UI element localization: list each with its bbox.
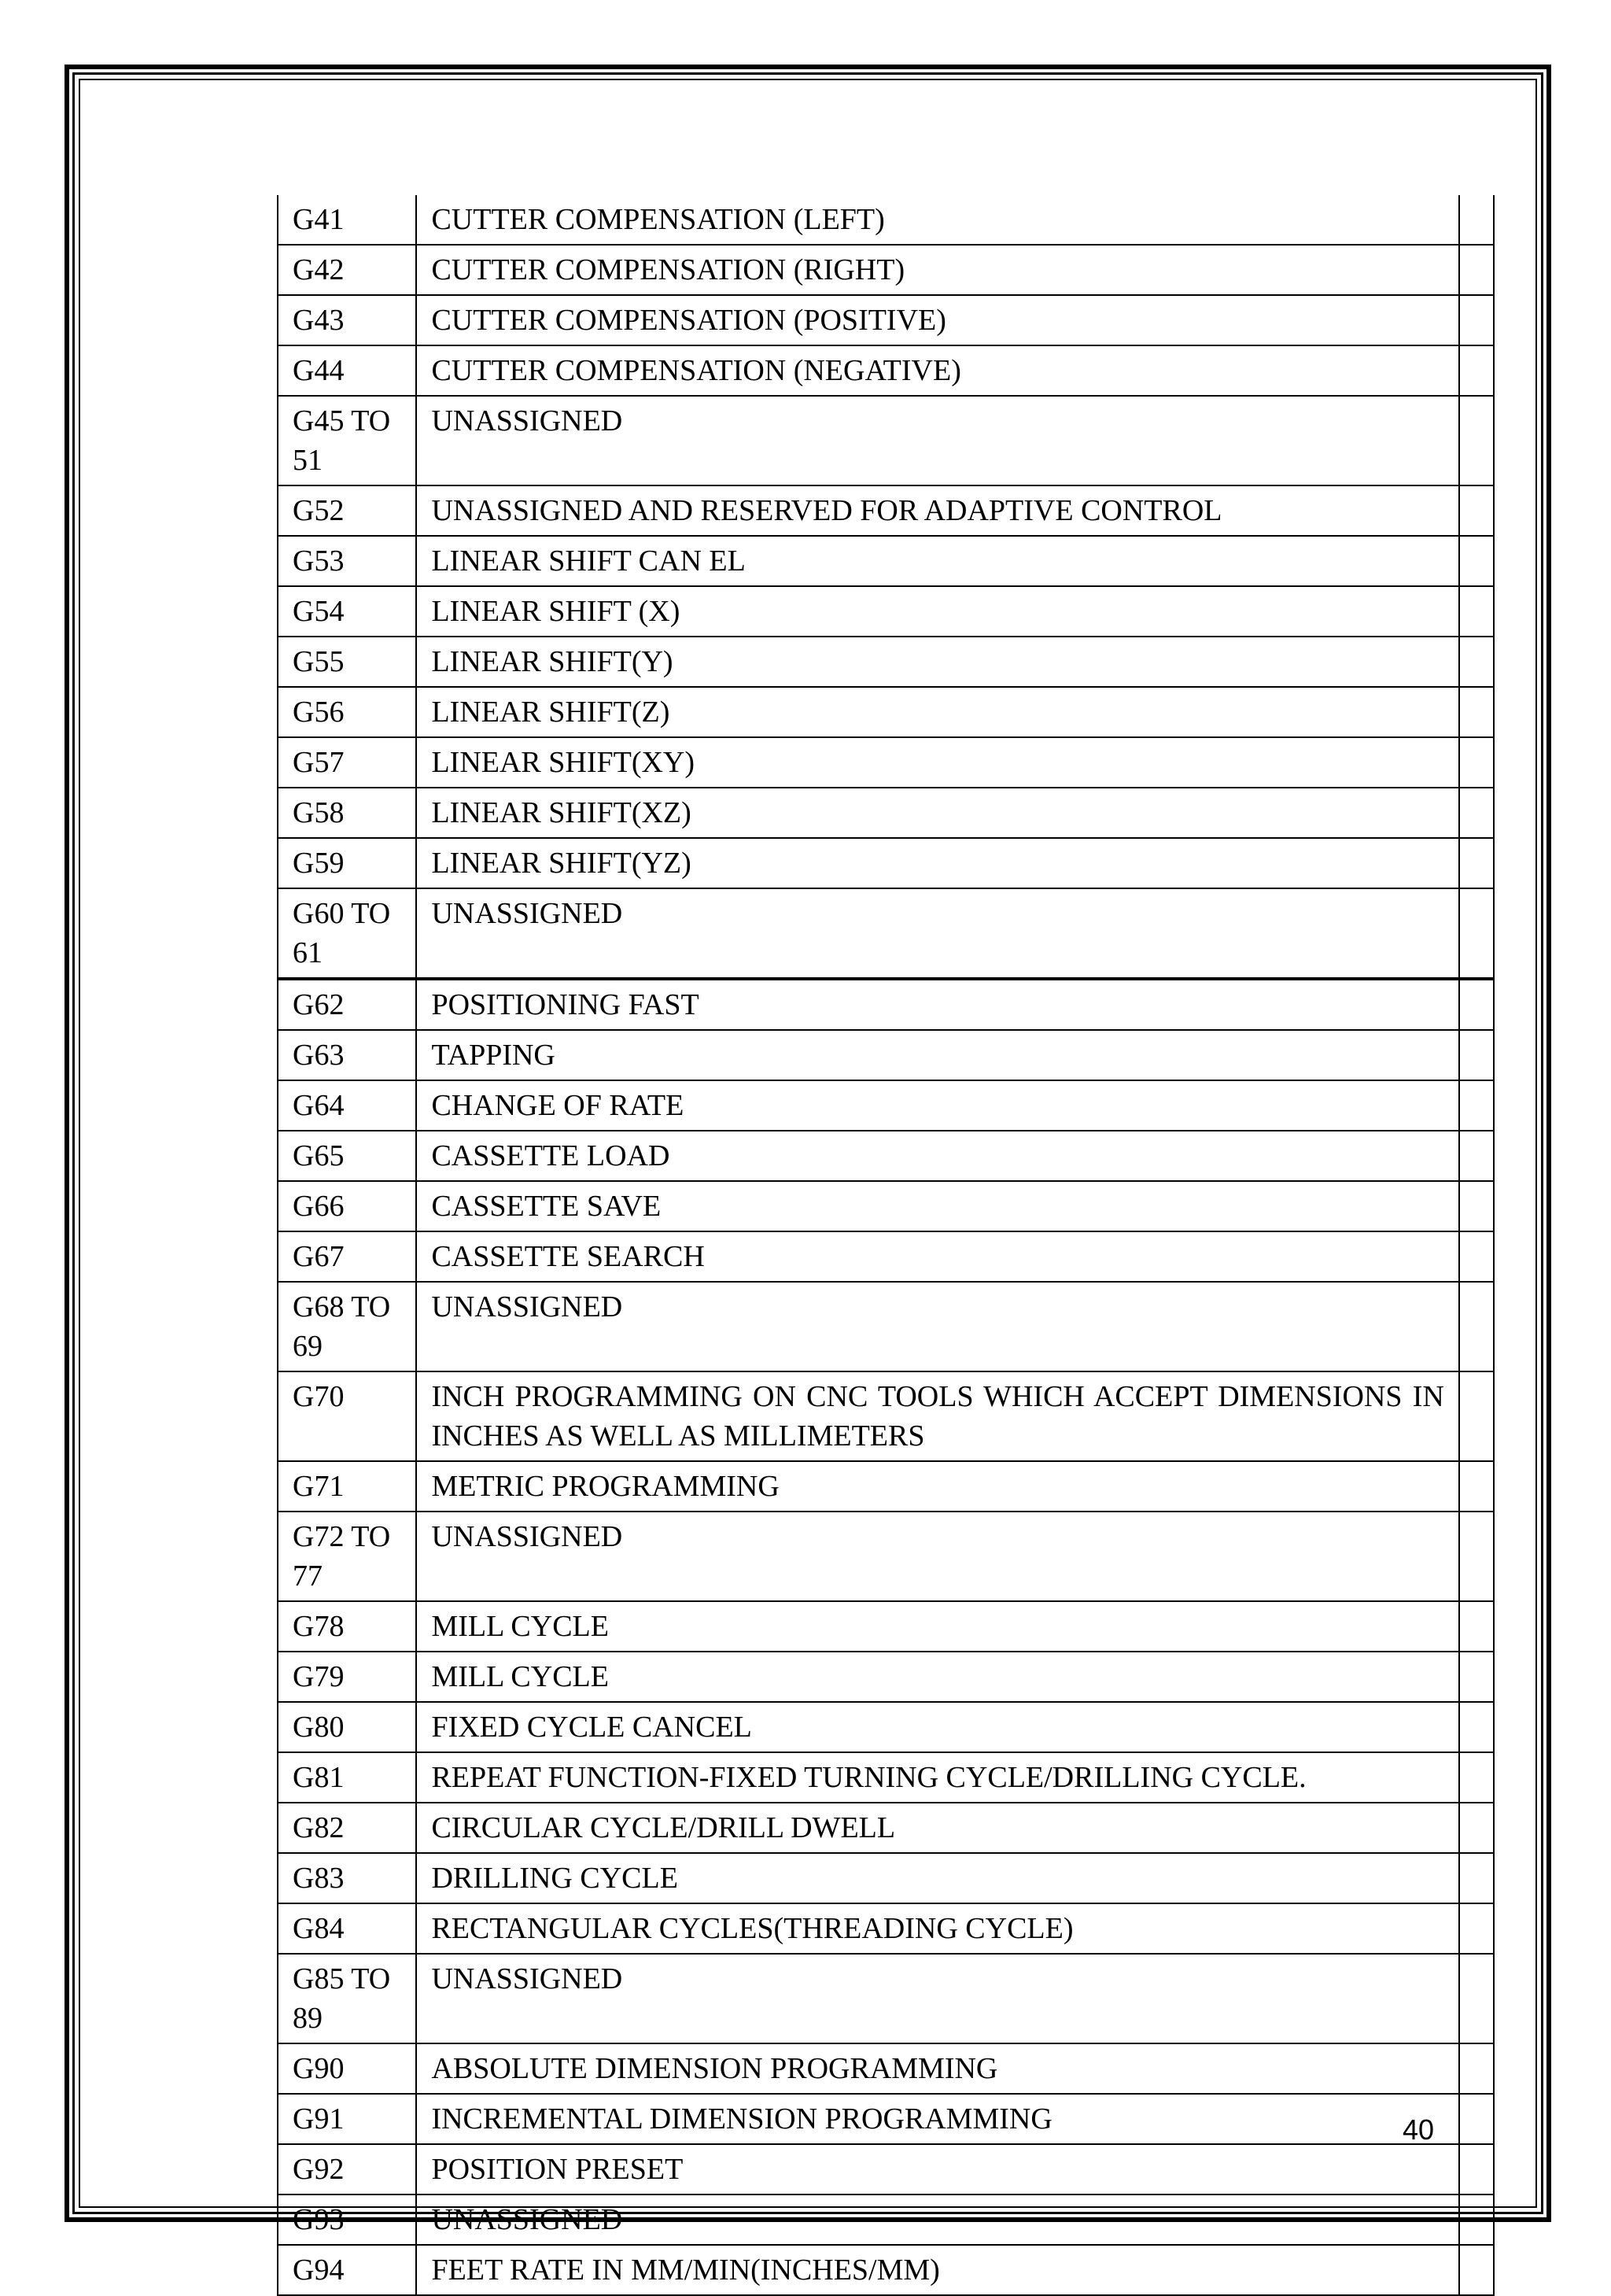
gcode-cell: G94	[278, 2245, 416, 2295]
description-cell: POSITIONING FAST	[416, 979, 1458, 1030]
gcode-cell: G65	[278, 1131, 416, 1181]
empty-cell	[1459, 838, 1494, 888]
table-row	[278, 838, 1494, 888]
gcode-cell: G53	[278, 536, 416, 586]
empty-cell	[1459, 2245, 1494, 2295]
table-row	[278, 1853, 1494, 1903]
empty-cell	[1459, 1903, 1494, 1954]
description-cell: POSITION PRESET	[416, 2144, 1458, 2194]
table-row	[278, 737, 1494, 788]
gcode-table	[277, 195, 1495, 2296]
description-cell: DRILLING CYCLE	[416, 1853, 1458, 1903]
gcode-cell: G62	[278, 979, 416, 1030]
table-row	[278, 1652, 1494, 1702]
empty-cell	[1459, 1803, 1494, 1853]
empty-cell	[1459, 245, 1494, 295]
description-cell: CHANGE OF RATE	[416, 1080, 1458, 1131]
gcode-cell: G90	[278, 2043, 416, 2094]
empty-cell	[1459, 1371, 1494, 1461]
empty-cell	[1459, 687, 1494, 737]
empty-cell	[1459, 1702, 1494, 1752]
gcode-cell: G41	[278, 195, 416, 245]
empty-cell	[1459, 1752, 1494, 1803]
gcode-cell: G70	[278, 1371, 416, 1461]
gcode-cell: G54	[278, 586, 416, 637]
description-cell: LINEAR SHIFT(Y)	[416, 637, 1458, 687]
table-row	[278, 1903, 1494, 1954]
description-cell: MILL CYCLE	[416, 1652, 1458, 1702]
empty-cell	[1459, 1601, 1494, 1652]
empty-cell	[1459, 1853, 1494, 1903]
gcode-cell: G64	[278, 1080, 416, 1131]
description-cell: UNASSIGNED	[416, 1512, 1458, 1601]
table-row	[278, 1030, 1494, 1080]
description-cell: REPEAT FUNCTION-FIXED TURNING CYCLE/DRILLING CYCLE.	[416, 1752, 1458, 1803]
table-row	[278, 396, 1494, 485]
description-cell: FIXED CYCLE CANCEL	[416, 1702, 1458, 1752]
empty-cell	[1459, 2144, 1494, 2194]
description-cell: ABSOLUTE DIMENSION PROGRAMMING	[416, 2043, 1458, 2094]
page-number: 40	[1402, 2113, 1435, 2146]
description-cell: CUTTER COMPENSATION (RIGHT)	[416, 245, 1458, 295]
description-cell: LINEAR SHIFT CAN EL	[416, 536, 1458, 586]
gcode-cell: G67	[278, 1231, 416, 1282]
gcode-cell: G81	[278, 1752, 416, 1803]
empty-cell	[1459, 888, 1494, 979]
empty-cell	[1459, 1652, 1494, 1702]
description-cell: RECTANGULAR CYCLES(THREADING CYCLE)	[416, 1903, 1458, 1954]
table-row	[278, 2094, 1494, 2144]
table-row	[278, 888, 1494, 979]
gcode-cell: G85 TO 89	[278, 1954, 416, 2043]
table-row	[278, 345, 1494, 396]
description-cell: CUTTER COMPENSATION (NEGATIVE)	[416, 345, 1458, 396]
description-cell: UNASSIGNED	[416, 888, 1458, 979]
table-row	[278, 2245, 1494, 2295]
table-row	[278, 2144, 1494, 2194]
table-row	[278, 687, 1494, 737]
description-cell: LINEAR SHIFT(XY)	[416, 737, 1458, 788]
gcode-cell: G93	[278, 2194, 416, 2245]
description-cell: LINEAR SHIFT(Z)	[416, 687, 1458, 737]
table-row	[278, 1282, 1494, 1371]
gcode-cell: G55	[278, 637, 416, 687]
empty-cell	[1459, 1231, 1494, 1282]
table-row	[278, 1181, 1494, 1231]
gcode-cell: G56	[278, 687, 416, 737]
empty-cell	[1459, 1131, 1494, 1181]
empty-cell	[1459, 536, 1494, 586]
empty-cell	[1459, 195, 1494, 245]
table-row	[278, 1231, 1494, 1282]
gcode-cell: G45 TO 51	[278, 396, 416, 485]
table-row	[278, 195, 1494, 245]
gcode-cell: G79	[278, 1652, 416, 1702]
gcode-cell: G57	[278, 737, 416, 788]
table-row	[278, 788, 1494, 838]
description-cell: UNASSIGNED AND RESERVED FOR ADAPTIVE CONTROL	[416, 485, 1458, 536]
empty-cell	[1459, 1030, 1494, 1080]
gcode-cell: G58	[278, 788, 416, 838]
gcode-cell: G78	[278, 1601, 416, 1652]
table-row	[278, 1702, 1494, 1752]
table-row	[278, 1461, 1494, 1512]
table-row	[278, 295, 1494, 345]
gcode-cell: G60 TO 61	[278, 888, 416, 979]
empty-cell	[1459, 586, 1494, 637]
gcode-cell: G66	[278, 1181, 416, 1231]
empty-cell	[1459, 737, 1494, 788]
table-row	[278, 979, 1494, 1030]
empty-cell	[1459, 2043, 1494, 2094]
empty-cell	[1459, 2194, 1494, 2245]
gcode-cell: G83	[278, 1853, 416, 1903]
empty-cell	[1459, 979, 1494, 1030]
description-cell: UNASSIGNED	[416, 2194, 1458, 2245]
empty-cell	[1459, 1282, 1494, 1371]
empty-cell	[1459, 788, 1494, 838]
table-row	[278, 2043, 1494, 2094]
description-cell: CASSETTE LOAD	[416, 1131, 1458, 1181]
gcode-cell: G84	[278, 1903, 416, 1954]
table-row	[278, 1954, 1494, 2043]
description-cell: INCREMENTAL DIMENSION PROGRAMMING	[416, 2094, 1458, 2144]
gcode-cell: G80	[278, 1702, 416, 1752]
table-row	[278, 245, 1494, 295]
table-row	[278, 1131, 1494, 1181]
table-row	[278, 485, 1494, 536]
description-cell: TAPPING	[416, 1030, 1458, 1080]
gcode-cell: G52	[278, 485, 416, 536]
description-cell: LINEAR SHIFT(XZ)	[416, 788, 1458, 838]
empty-cell	[1459, 485, 1494, 536]
gcode-cell: G43	[278, 295, 416, 345]
description-cell: INCH PROGRAMMING ON CNC TOOLS WHICH ACCEPT DIMENSIONS IN INCHES AS WELL AS MILLIMETERS	[416, 1371, 1458, 1461]
empty-cell	[1459, 1181, 1494, 1231]
description-cell: MILL CYCLE	[416, 1601, 1458, 1652]
gcode-cell: G63	[278, 1030, 416, 1080]
empty-cell	[1459, 1461, 1494, 1512]
empty-cell	[1459, 295, 1494, 345]
empty-cell	[1459, 637, 1494, 687]
table-row	[278, 586, 1494, 637]
gcode-cell: G44	[278, 345, 416, 396]
table-row	[278, 536, 1494, 586]
empty-cell	[1459, 1954, 1494, 2043]
description-cell: LINEAR SHIFT(YZ)	[416, 838, 1458, 888]
table-row	[278, 2194, 1494, 2245]
description-cell: UNASSIGNED	[416, 1954, 1458, 2043]
description-cell: UNASSIGNED	[416, 396, 1458, 485]
empty-cell	[1459, 396, 1494, 485]
description-cell: CUTTER COMPENSATION (LEFT)	[416, 195, 1458, 245]
gcode-cell: G82	[278, 1803, 416, 1853]
description-cell: FEET RATE IN MM/MIN(INCHES/MM)	[416, 2245, 1458, 2295]
table-row	[278, 1752, 1494, 1803]
empty-cell	[1459, 2094, 1494, 2144]
table-row	[278, 1080, 1494, 1131]
description-cell: CUTTER COMPENSATION (POSITIVE)	[416, 295, 1458, 345]
gcode-cell: G72 TO 77	[278, 1512, 416, 1601]
empty-cell	[1459, 345, 1494, 396]
gcode-cell: G42	[278, 245, 416, 295]
description-cell: LINEAR SHIFT (X)	[416, 586, 1458, 637]
gcode-cell: G71	[278, 1461, 416, 1512]
empty-cell	[1459, 1080, 1494, 1131]
table-row	[278, 1601, 1494, 1652]
description-cell: CIRCULAR CYCLE/DRILL DWELL	[416, 1803, 1458, 1853]
table-row	[278, 637, 1494, 687]
gcode-cell: G59	[278, 838, 416, 888]
gcode-cell: G91	[278, 2094, 416, 2144]
table-row	[278, 1803, 1494, 1853]
gcode-cell: G92	[278, 2144, 416, 2194]
description-cell: CASSETTE SEARCH	[416, 1231, 1458, 1282]
description-cell: CASSETTE SAVE	[416, 1181, 1458, 1231]
description-cell: METRIC PROGRAMMING	[416, 1461, 1458, 1512]
gcode-cell: G68 TO 69	[278, 1282, 416, 1371]
table-row	[278, 1371, 1494, 1461]
empty-cell	[1459, 1512, 1494, 1601]
description-cell: UNASSIGNED	[416, 1282, 1458, 1371]
table-row	[278, 1512, 1494, 1601]
gcode-table-body	[278, 195, 1494, 2295]
